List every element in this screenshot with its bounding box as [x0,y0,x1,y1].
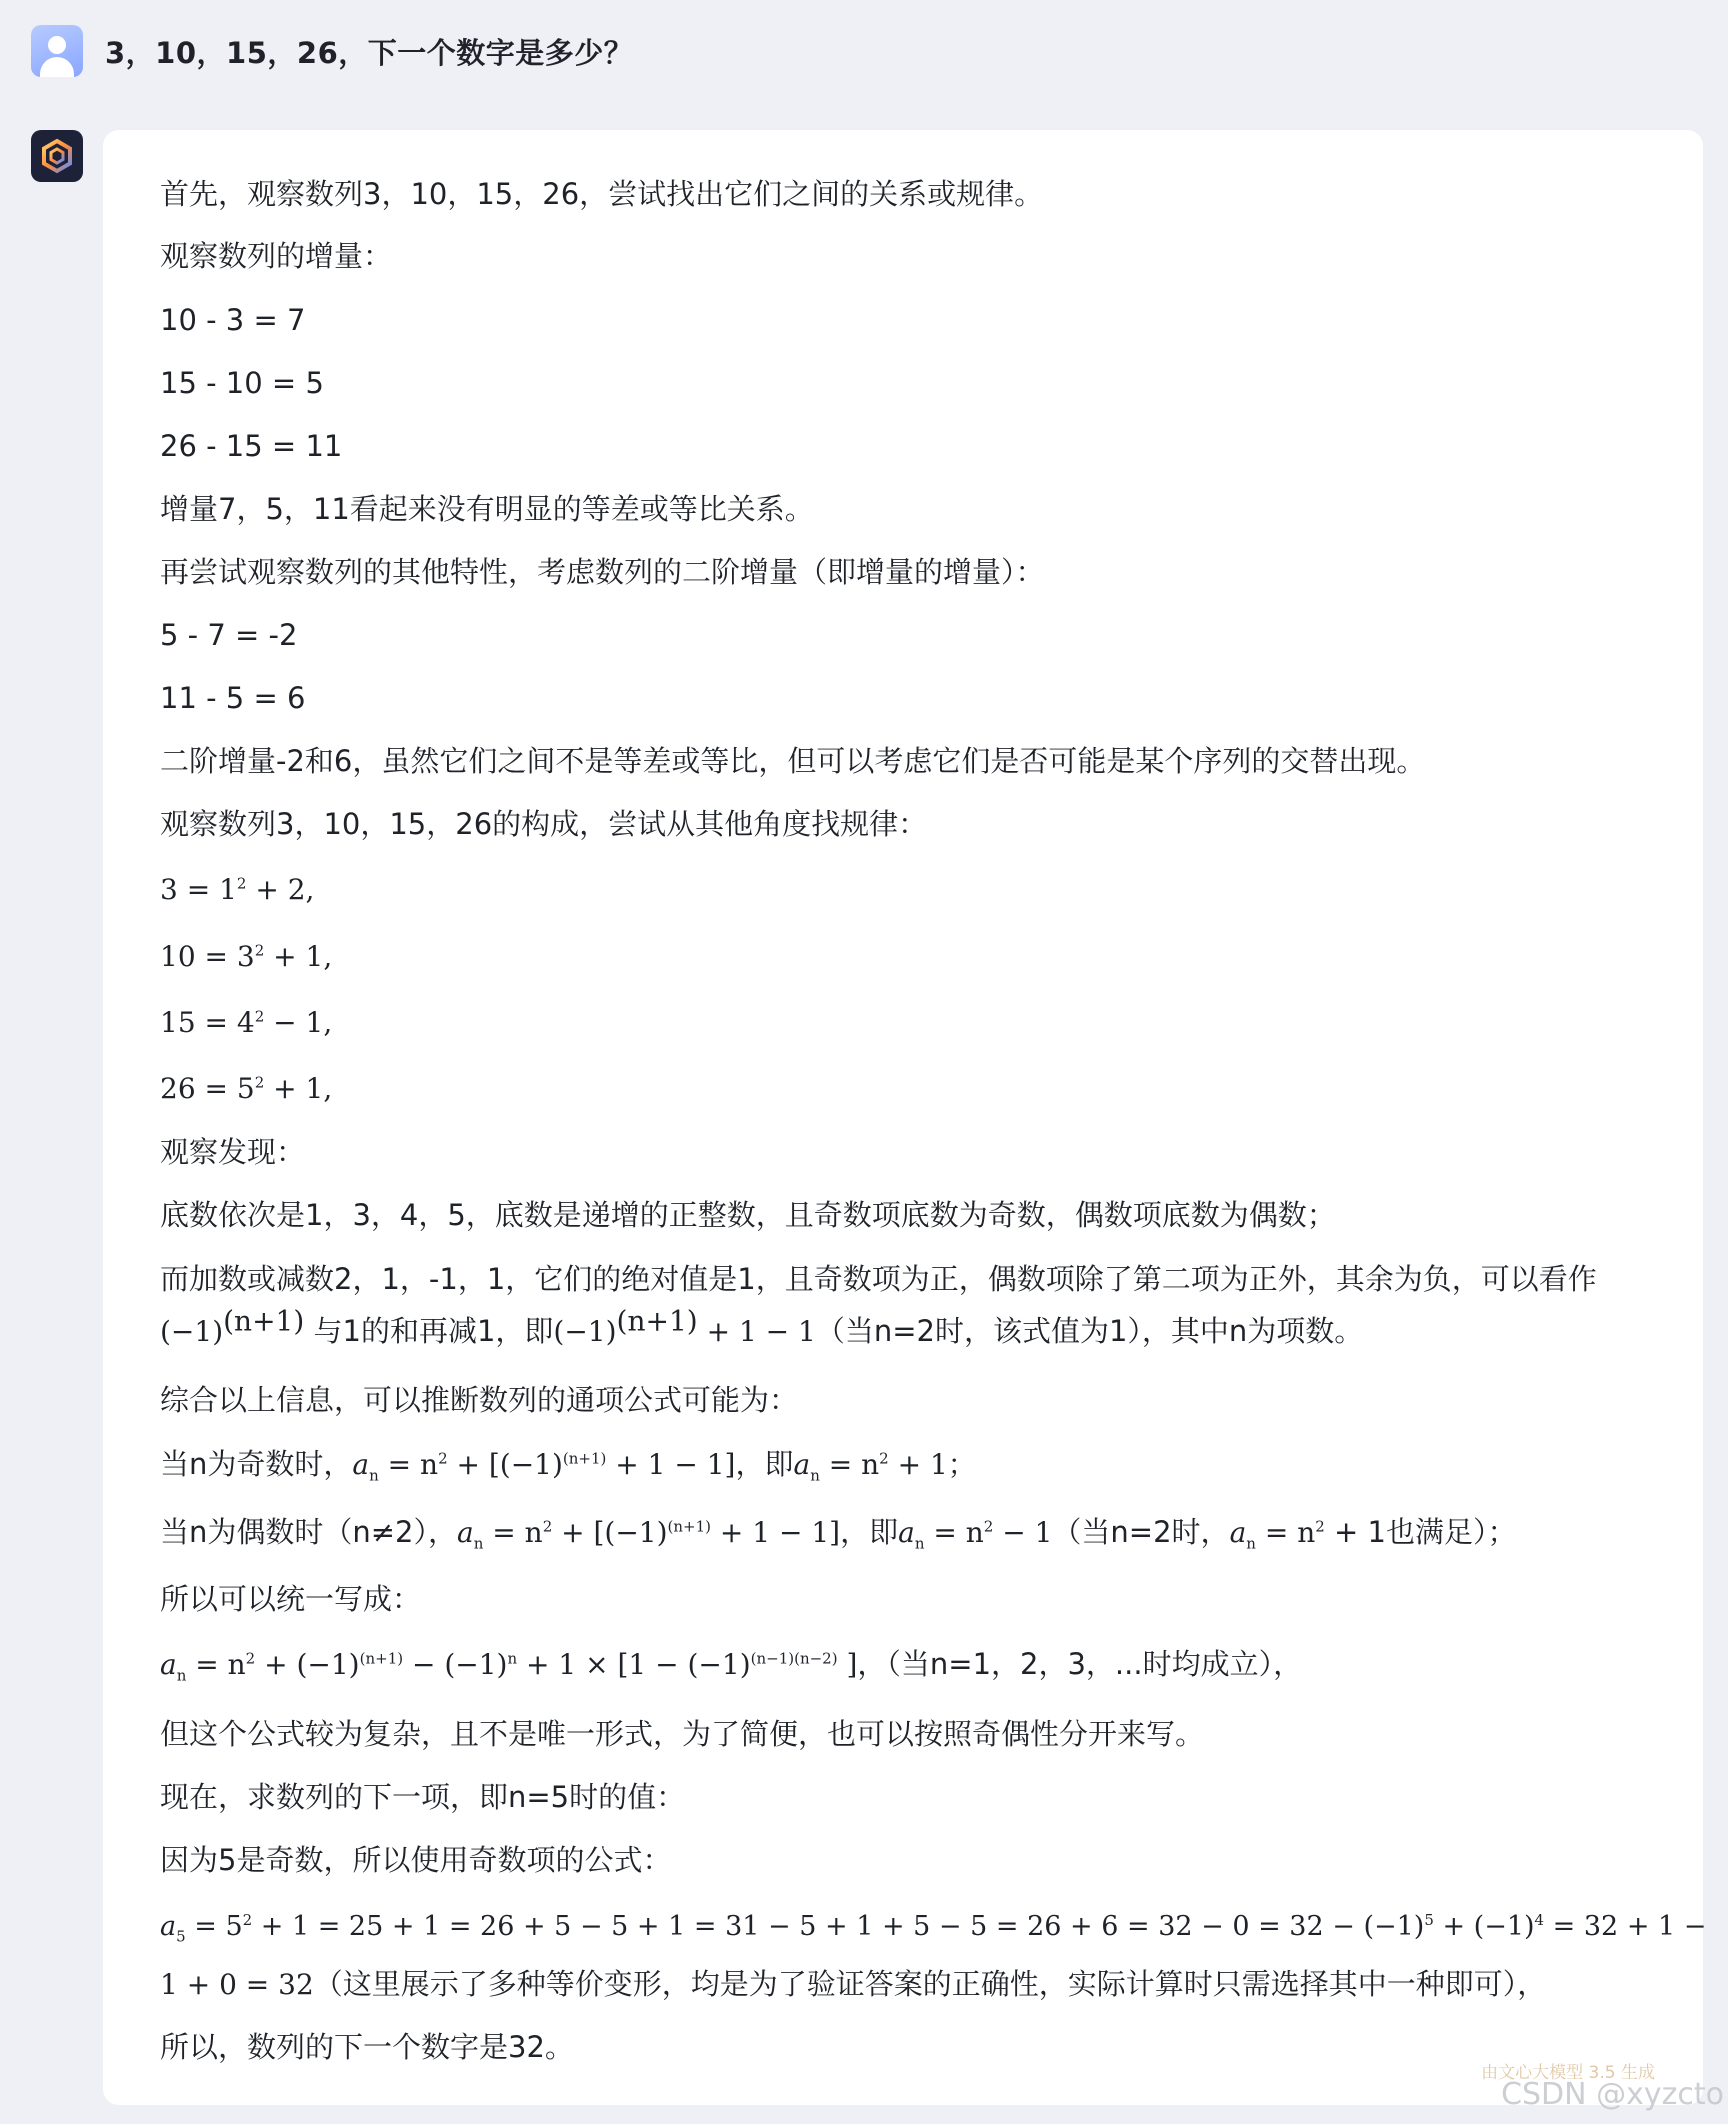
answer-line: 26 - 15 = 11 [160,429,343,463]
answer-line: 底数依次是1，3，4，5，底数是递增的正整数，且奇数项底数为奇数，偶数项底数为偶数； [160,1198,1336,1232]
user-message [31,25,633,77]
answer-line-formula: $(-1)^{(n+1)}$ 与1的和再减1，即$(-1)^{(n+1)} + 1 - 1$（当n=2时，该式值为1），其中n为项数。 [160,1304,1364,1348]
unified-formula-line: $a_n = n^2 + (-1)^{(n+1)} - (-1)^n + 1 \times [1 - (-1)^{(n-1)(n-2)}$ ]，（当n=1，2，3，...时均成立）， [160,1647,1303,1685]
model-watermark: 由文心大模型 3.5 生成 [1481,2063,1655,2083]
user-avatar-icon [31,25,83,77]
bot-avatar-icon [31,130,83,182]
answer-line: 观察数列的增量： [160,239,393,273]
odd-formula-line: 当n为奇数时，$a_n = n^2 + [(-1)^{(n+1)} + 1 - 1]$，即$a_n = n^2 + 1$； [160,1447,976,1485]
answer-line: 增量7，5，11看起来没有明显的等差或等比关系。 [160,492,814,526]
answer-line: 因为5是奇数，所以使用奇数项的公式： [160,1843,672,1877]
answer-card [103,130,1707,2105]
even-formula-line: 当n为偶数时（n≠2），$a_n = n^2 + [(-1)^{(n+1)} + 1 - 1]$，即$a_n = n^2 - 1$（当n=2时，$a_n = n^2 + 1$也满足）； [160,1515,1517,1553]
answer-line: 首先，观察数列3，10，15，26，尝试找出它们之间的关系或规律。 [160,177,1044,211]
answer-line: 但这个公式较为复杂，且不是唯一形式，为了简便，也可以按照奇偶性分开来写。 [160,1717,1205,1751]
math-equation: $10 = 3^2 + 1$, [160,940,333,973]
answer-line: 观察发现： [160,1135,306,1169]
user-question: 3，10，15，26，下一个数字是多少？ [105,35,634,70]
math-equation: $15 = 4^2 - 1$, [160,1006,333,1039]
answer-line: 而加数或减数2，1，-1，1，它们的绝对值是1，且奇数项为正，偶数项除了第二项为正外，其余为负，可以看作 [160,1262,1597,1296]
calculation-line: $a_5 = 5^2 + 1 = 25 + 1 = 26 + 5 - 5 + 1 = 31 - 5 + 1 + 5 - 5 = 26 + 6 = 32 - 0 = 32 - (-1)^5 + (-1)^4 = 32 + 1$ − [160,1911,1707,1946]
csdn-watermark: CSDN @xyzcto [1501,2077,1724,2112]
answer-line: 综合以上信息，可以推断数列的通项公式可能为： [160,1383,799,1417]
calculation-line: 1 + 0 = 32（这里展示了多种等价变形，均是为了验证答案的正确性，实际计算时只需选择其中一种即可）， [160,1967,1547,2001]
answer-line: 10 - 3 = 7 [160,303,306,337]
answer-line: 现在，求数列的下一项，即n=5时的值： [160,1780,686,1814]
answer-line: 11 - 5 = 6 [160,681,306,715]
answer-line: 观察数列3，10，15，26的构成，尝试从其他角度找规律： [160,807,928,841]
answer-line: 所以可以统一写成： [160,1582,422,1616]
answer-line: 5 - 7 = -2 [160,618,298,652]
math-equation: $3 = 1^2 + 2$, [160,873,315,906]
answer-line: 二阶增量-2和6，虽然它们之间不是等差或等比，但可以考虑它们是否可能是某个序列的交替出现。 [160,744,1426,778]
answer-line: 15 - 10 = 5 [160,366,324,400]
answer-line: 所以，数列的下一个数字是32。 [160,2030,574,2064]
math-equation: $26 = 5^2 + 1$, [160,1072,333,1105]
answer-line: 再尝试观察数列的其他特性，考虑数列的二阶增量（即增量的增量）： [160,555,1045,589]
